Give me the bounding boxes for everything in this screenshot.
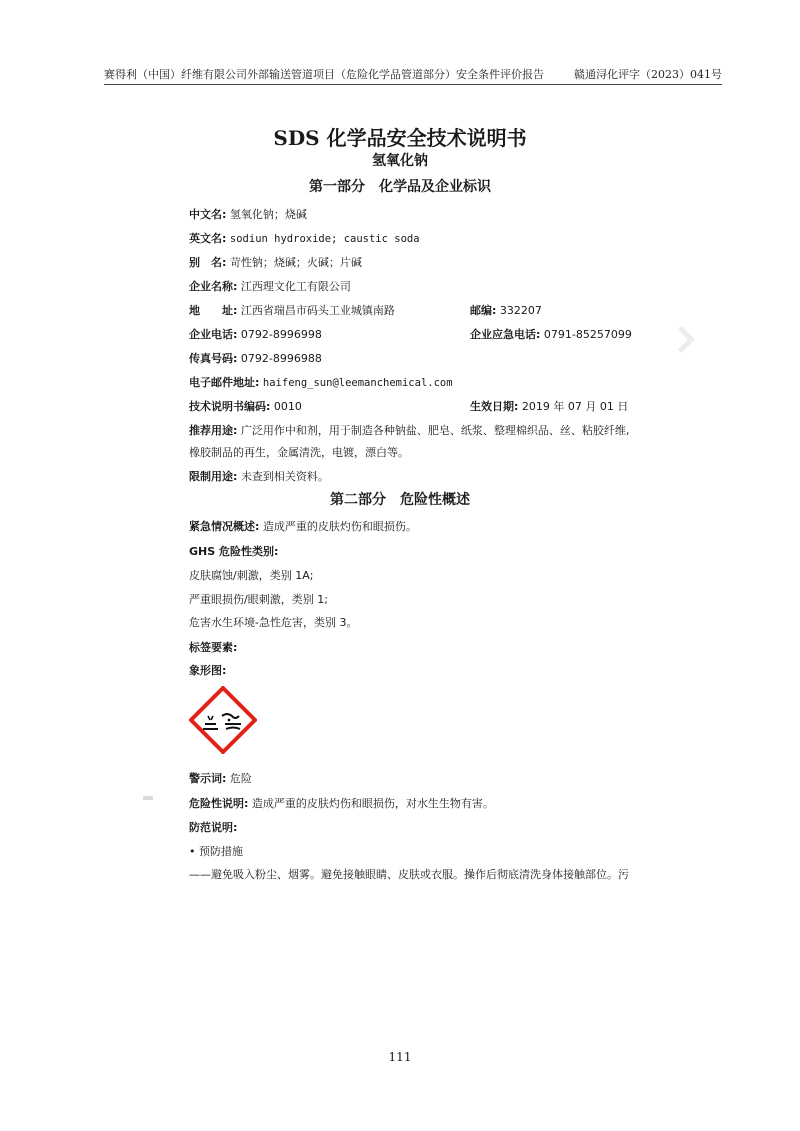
ghs-item <box>189 567 313 583</box>
restricted-use-value: 未查到相关资料。 <box>240 470 329 483</box>
postcode-label: 邮编: <box>470 304 497 317</box>
phone-label: 企业电话: <box>189 328 238 341</box>
prevention-label: • 预防措施 <box>189 845 243 858</box>
ghs-label: GHS 危险性类别: <box>189 545 279 558</box>
address-label: 地 址: <box>189 304 238 317</box>
recommended-use-row-2 <box>189 444 409 460</box>
signal-word-label: 警示词: <box>189 772 227 785</box>
pictogram-label: 象形图: <box>189 664 227 677</box>
page-header <box>104 66 722 85</box>
effective-date-row <box>470 398 628 414</box>
ghs-item-text: 皮肤腐蚀/刺激，类别 1A; <box>189 569 314 582</box>
cn-name-row <box>189 206 307 222</box>
ghs-item-text: 严重眼损伤/眼刺激，类别 1; <box>189 593 328 606</box>
email-value: haifeng_sun@leemanchemical.com <box>262 377 453 389</box>
ghs-item <box>189 591 328 607</box>
chevron-right-icon <box>668 326 695 353</box>
phone-value: 0792-8996998 <box>240 328 322 341</box>
fax-row <box>189 350 322 366</box>
prevention-row <box>189 843 243 859</box>
recommended-use-line2: 橡胶制品的再生，金属清洗，电镀，漂白等。 <box>189 446 409 459</box>
ghs-item-text: 危害水生环境-急性危害，类别 3。 <box>189 616 358 629</box>
signal-word-value: 危险 <box>229 772 252 785</box>
corrosion-ghs-icon <box>189 686 257 754</box>
company-row <box>189 278 351 294</box>
pictogram-row <box>189 662 226 678</box>
alias-value: 苛性钠；烧碱；火碱；片碱 <box>229 256 362 269</box>
doc-code-label: 技术说明书编码: <box>189 400 271 413</box>
restricted-use-row <box>189 468 329 484</box>
emergency-overview-value: 造成严重的皮肤灼伤和眼损伤。 <box>262 520 417 533</box>
cn-name-label: 中文名: <box>189 208 227 221</box>
recommended-use-line1: 广泛用作中和剂，用于制造各种钠盐、肥皂、纸浆、整理棉织品、丝、粘胶纤维, <box>240 424 630 437</box>
part1-heading: 第一部分 化学品及企业标识 <box>309 179 491 195</box>
label-elements-label: 标签要素: <box>189 641 238 654</box>
recommended-use-label: 推荐用途: <box>189 424 238 437</box>
document-subtitle: 氢氧化钠 <box>372 153 428 169</box>
page-number: 111 <box>388 1050 412 1064</box>
emergency-overview-label: 紧急情况概述: <box>189 520 260 533</box>
scan-mark <box>143 796 153 800</box>
alias-label: 别 名: <box>189 256 227 269</box>
email-row <box>189 374 453 390</box>
company-label: 企业名称: <box>189 280 238 293</box>
emergency-phone-value: 0791-85257099 <box>543 328 632 341</box>
company-value: 江西理文化工有限公司 <box>240 280 351 293</box>
label-elements-row <box>189 639 237 655</box>
header-report-title: 赛得利（中国）纤维有限公司外部输送管道项目（危险化学品管道部分）安全条件评价报告 <box>104 68 544 81</box>
address-row <box>189 302 395 318</box>
alias-row <box>189 254 362 270</box>
postcode-row <box>470 302 542 318</box>
emergency-phone-label: 企业应急电话: <box>470 328 541 341</box>
ghs-item <box>189 614 357 630</box>
en-name-value: sodiun hydroxide; caustic soda <box>229 233 420 245</box>
restricted-use-label: 限制用途: <box>189 470 238 483</box>
cn-name-value: 氢氧化钠；烧碱 <box>229 208 307 221</box>
emergency-overview-row <box>189 518 417 534</box>
effective-date-label: 生效日期: <box>470 400 519 413</box>
doc-code-row <box>189 398 302 414</box>
part2-heading: 第二部分 危险性概述 <box>330 492 470 508</box>
prevention-text: ——避免吸入粉尘、烟雾。避免接触眼睛、皮肤或衣服。操作后彻底清洗身体接触部位。污 <box>189 868 629 881</box>
address-value: 江西省瑞昌市码头工业城镇南路 <box>240 304 395 317</box>
hazard-statement-label: 危险性说明: <box>189 797 249 810</box>
header-report-number: 赣通浔化评字（2023）041号 <box>574 68 722 81</box>
ghs-row <box>189 543 278 559</box>
effective-date-value: 2019 年 07 月 01 日 <box>521 400 629 413</box>
signal-word-row <box>189 770 252 786</box>
phone-row <box>189 326 322 342</box>
hazard-statement-value: 造成严重的皮肤灼伤和眼损伤，对水生生物有害。 <box>251 797 494 810</box>
en-name-label: 英文名: <box>189 232 227 245</box>
doc-code-value: 0010 <box>273 400 302 413</box>
email-label: 电子邮件地址: <box>189 376 260 389</box>
recommended-use-row <box>189 422 629 438</box>
fax-label: 传真号码: <box>189 352 238 365</box>
precaution-row <box>189 819 237 835</box>
fax-value: 0792-8996988 <box>240 352 322 365</box>
en-name-row <box>189 230 420 246</box>
postcode-value: 332207 <box>499 304 542 317</box>
document-title: SDS 化学品安全技术说明书 <box>273 126 527 150</box>
prevention-text-row <box>189 866 629 882</box>
hazard-statement-row <box>189 795 494 811</box>
precaution-label: 防范说明: <box>189 821 238 834</box>
emergency-phone-row <box>470 326 632 342</box>
